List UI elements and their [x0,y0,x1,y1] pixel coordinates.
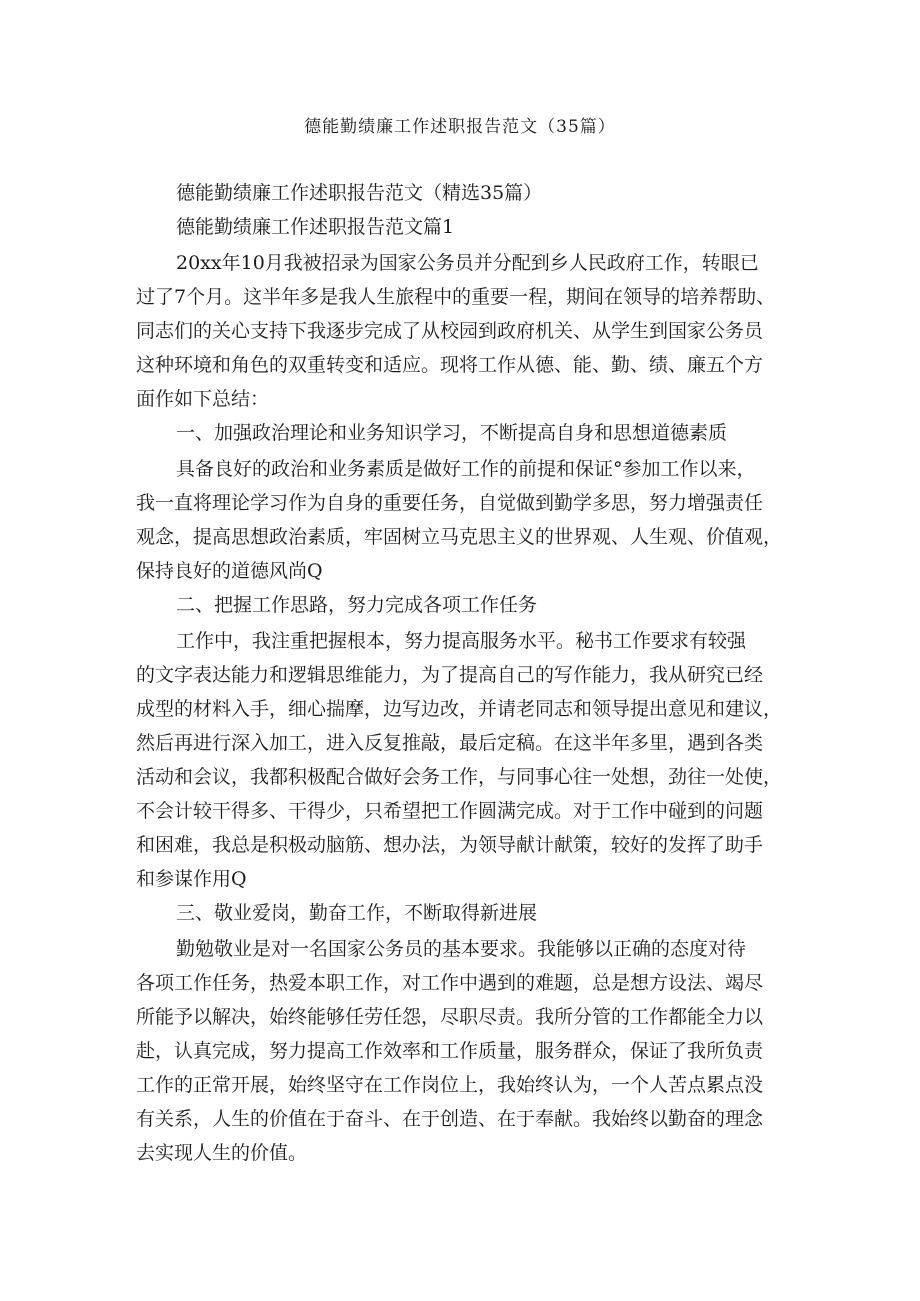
paragraph-line: 不会计较干得多、干得少，只希望把工作圆满完成。对于工作中碰到的问题 [136,800,764,822]
paragraph-line: 工作中，我注重把握根本，努力提高服务水平。秘书工作要求有较强 [176,630,747,652]
paragraph-line: 去实现人生的价值。 [136,1142,308,1164]
section-heading: 一、加强政治理论和业务知识学习，不断提高自身和思想道德素质 [176,422,728,444]
paragraph-line: 成型的材料入手，细心揣摩，边写边改，并请老同志和领导提出意见和建议， [136,698,783,720]
document-title: 德能勤绩廉工作述职报告范文（35篇） [304,117,616,137]
section-heading: 三、敬业爱岗，勤奋工作，不断取得新进展 [176,902,538,924]
section-heading: 德能勤绩廉工作述职报告范文篇1 [176,216,455,238]
paragraph-line: 保持良好的道德风尚Q [136,560,323,582]
document-subtitle: 德能勤绩廉工作述职报告范文（精选35篇） [176,182,543,204]
paragraph-line: 我一直将理论学习作为自身的重要任务，自觉做到勤学多思，努力增强责任 [136,492,764,514]
paragraph-line: 同志们的关心支持下我逐步完成了从校园到政府机关、从学生到国家公务员 [136,320,764,342]
paragraph-line: 所能予以解决，始终能够任劳任怨，尽职尽责。我所分管的工作都能全力以 [136,1006,764,1028]
paragraph-line: 过了7个月。这半年多是我人生旅程中的重要一程，期间在领导的培养帮助、 [136,286,776,308]
section-heading: 二、把握工作思路，努力完成各项工作任务 [176,594,538,616]
paragraph-line: 各项工作任务，热爱本职工作，对工作中遇到的难题，总是想方设法、竭尽 [136,972,764,994]
paragraph-line: 活动和会议，我都积极配合做好会务工作，与同事心往一处想，劲往一处使， [136,766,783,788]
paragraph-line: 观念，提高思想政治素质，牢固树立马克思主义的世界观、人生观、价值观， [136,526,783,548]
paragraph-line: 赴，认真完成，努力提高工作效率和工作质量，服务群众，保证了我所负责 [136,1040,764,1062]
paragraph-line: 面作如下总结： [136,388,270,410]
paragraph-line: 工作的正常开展，始终坚守在工作岗位上，我始终认为，一个人苦点累点没 [136,1074,764,1096]
paragraph-line: 20xx年10月我被招录为国家公务员并分配到乡人民政府工作，转眼已 [176,252,759,274]
paragraph-line: 有关系，人生的价值在于奋斗、在于创造、在于奉献。我始终以勤奋的理念 [136,1108,764,1130]
paragraph-line: 和参谋作用Q [136,868,247,890]
paragraph-line: 具备良好的政治和业务素质是做好工作的前提和保证°参加工作以来， [176,458,756,480]
paragraph-line: 的文字表达能力和逻辑思维能力，为了提高自己的写作能力，我从研究已经 [136,664,764,686]
paragraph-line: 这种环境和角色的双重转变和适应。现将工作从德、能、勤、绩、廉五个方 [136,354,764,376]
paragraph-line: 和困难，我总是积极动脑筋、想办法，为领导献计献策，较好的发挥了助手 [136,834,764,856]
paragraph-line: 勤勉敬业是对一名国家公务员的基本要求。我能够以正确的态度对待 [176,938,747,960]
paragraph-line: 然后再进行深入加工，进入反复推敲，最后定稿。在这半年多里，遇到各类 [136,732,764,754]
